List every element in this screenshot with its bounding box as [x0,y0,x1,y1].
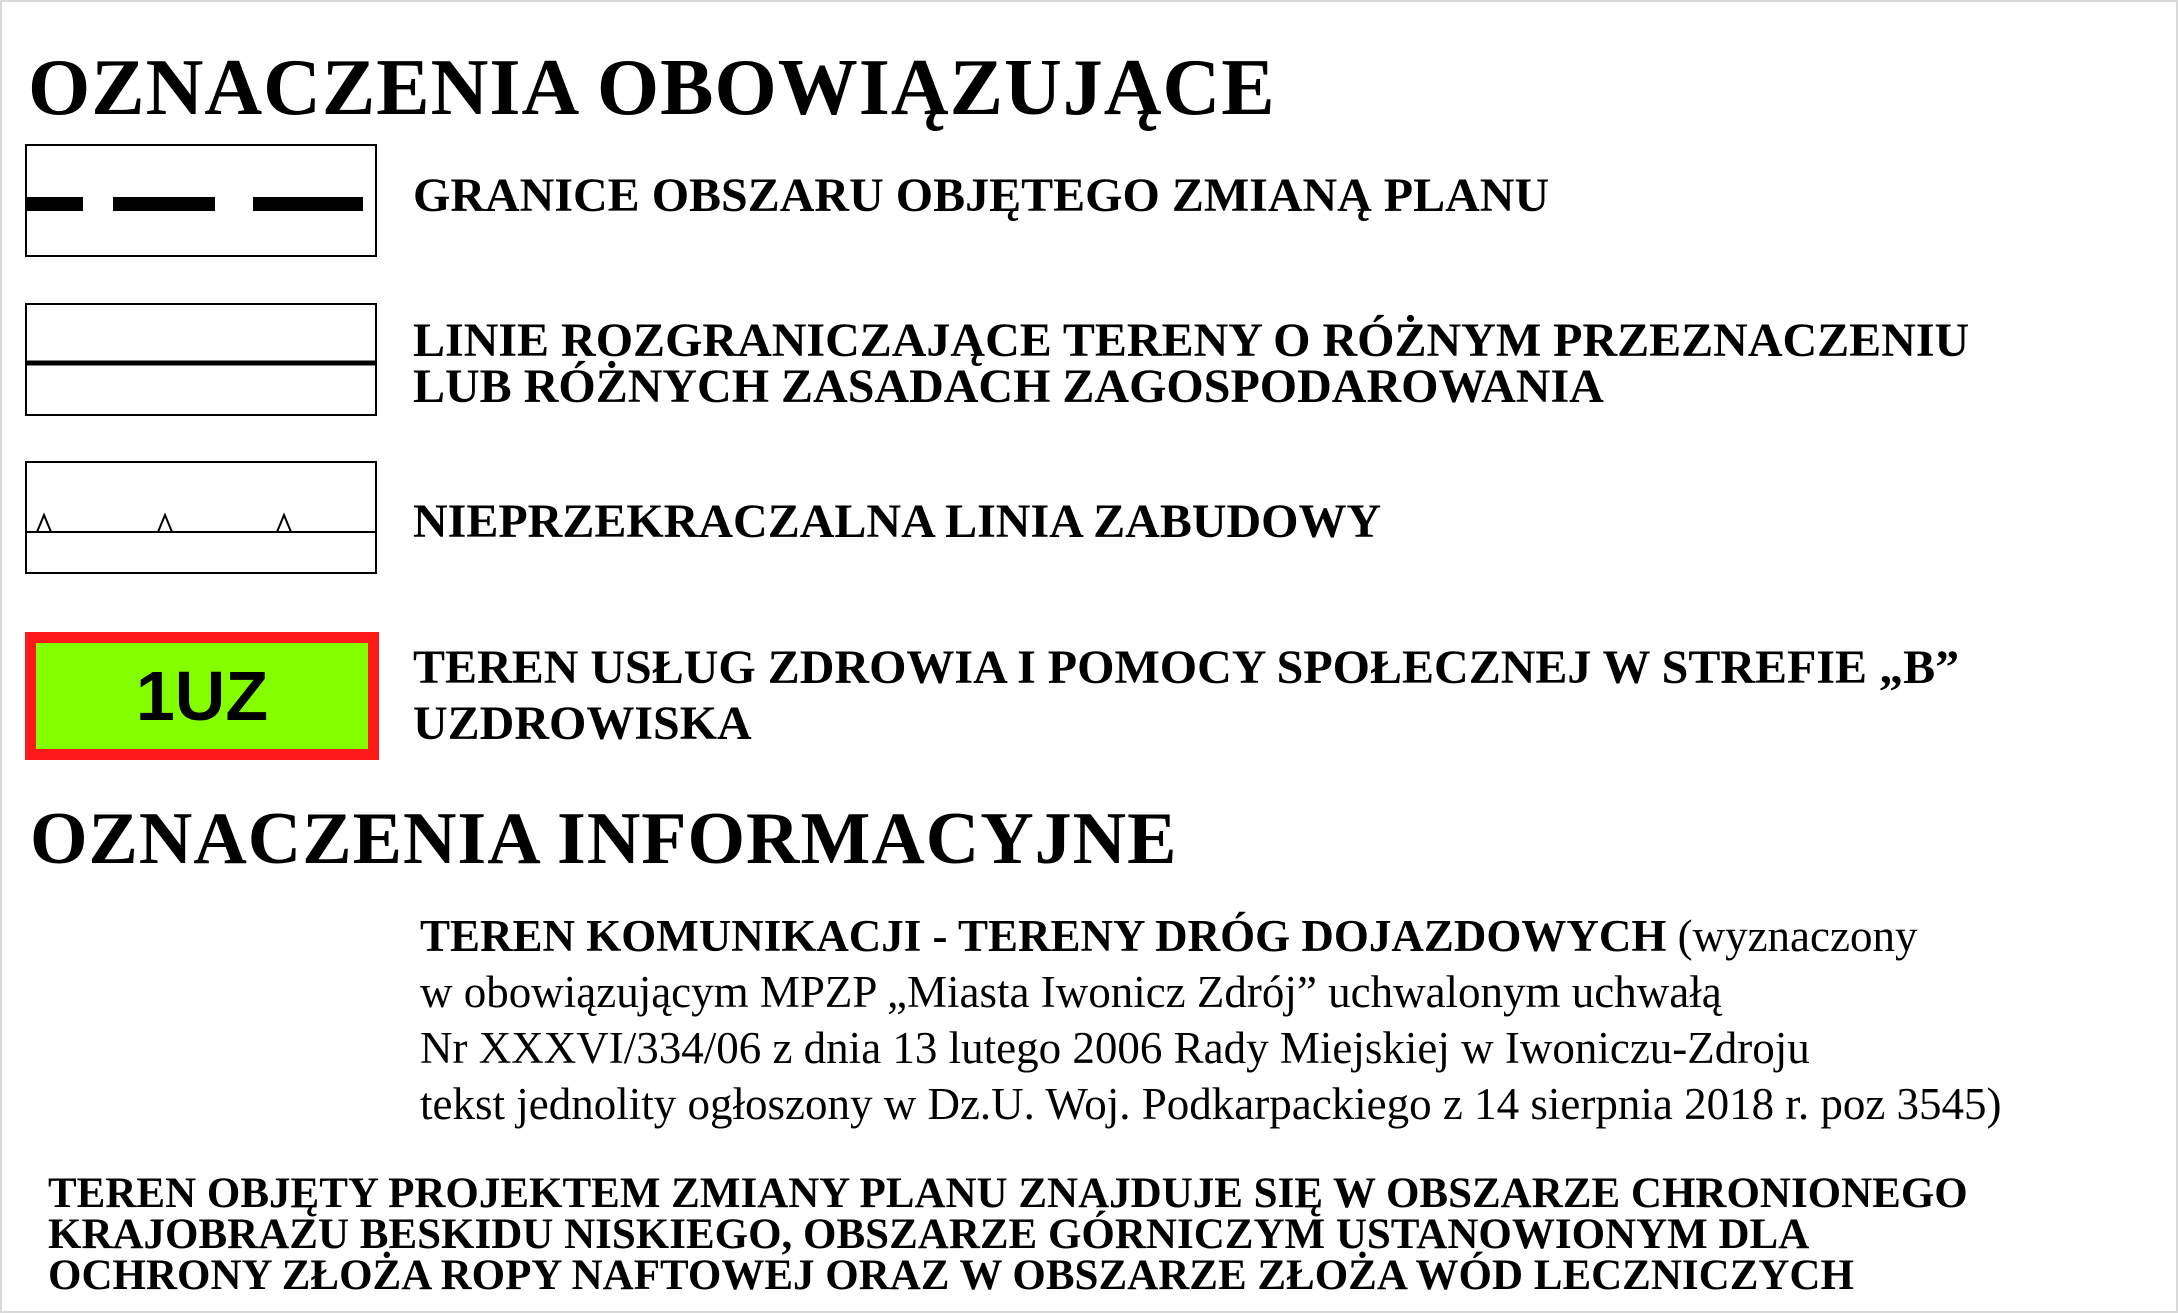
info-line-1 [420,908,2002,964]
label-boundary: GRANICE OBSZARU OBJĘTEGO ZMIANĄ PLANU [413,169,1550,222]
note-line-2: KRAJOBRAZU BESKIDU NISKIEGO, OBSZARZE GÓRNICZYM USTANOWIONYM DLA [48,1211,1810,1258]
protection-note [48,1170,1968,1299]
info-line-2: w obowiązującym MPZP „Miasta Iwonicz Zdrój” uchwalonym uchwałą [420,967,1722,1017]
label-zone-line-1: TEREN USŁUG ZDROWIA I POMOCY SPOŁECZNEJ W STREFIE „B” [413,641,1960,694]
label-demarcation-line-2: LUB RÓŻNYCH ZASADACH ZAGOSPODAROWANIA [413,360,1604,413]
label-demarcation [413,314,1970,413]
symbol-dashed-boundary [25,144,377,257]
label-demarcation-line-1: LINIE ROZGRANICZAJĄCE TERENY O RÓŻNYM PRZEZNACZENIU [413,314,1970,367]
info-bold: TEREN KOMUNIKACJI - TERENY DRÓG DOJAZDOWYCH [420,911,1667,961]
info-line-1-rest: (wyznaczony [1666,911,1918,961]
label-zone [413,640,1959,752]
info-line-3: Nr XXXVI/334/06 z dnia 13 lutego 2006 Rady Miejskiej w Iwoniczu-Zdroju [420,1023,1810,1073]
info-line-4: tekst jednolity ogłoszony w Dz.U. Woj. Podkarpackiego z 14 sierpnia 2018 r. poz 3545) [420,1079,2002,1129]
note-line-1: TEREN OBJĘTY PROJEKTEM ZMIANY PLANU ZNAJDUJE SIĘ W OBSZARZE CHRONIONEGO [48,1170,1968,1217]
label-building-line: NIEPRZEKRACZALNA LINIA ZABUDOWY [413,495,1382,548]
info-text [420,908,2002,1132]
label-zone-line-2: UZDROWISKA [413,697,752,750]
symbol-solid-line [25,303,377,416]
zone-code: 1UZ [135,657,269,735]
heading-informative: OZNACZENIA INFORMACYJNE [30,798,1178,880]
note-line-3: OCHRONY ZŁOŻA ROPY NAFTOWEJ ORAZ W OBSZARZE ZŁOŻA WÓD LECZNICZYCH [48,1252,1854,1299]
heading-obligatory: OZNACZENIA OBOWIĄZUJĄCE [28,44,1276,132]
symbol-building-line [25,461,377,574]
symbol-zone-1uz [25,632,379,760]
